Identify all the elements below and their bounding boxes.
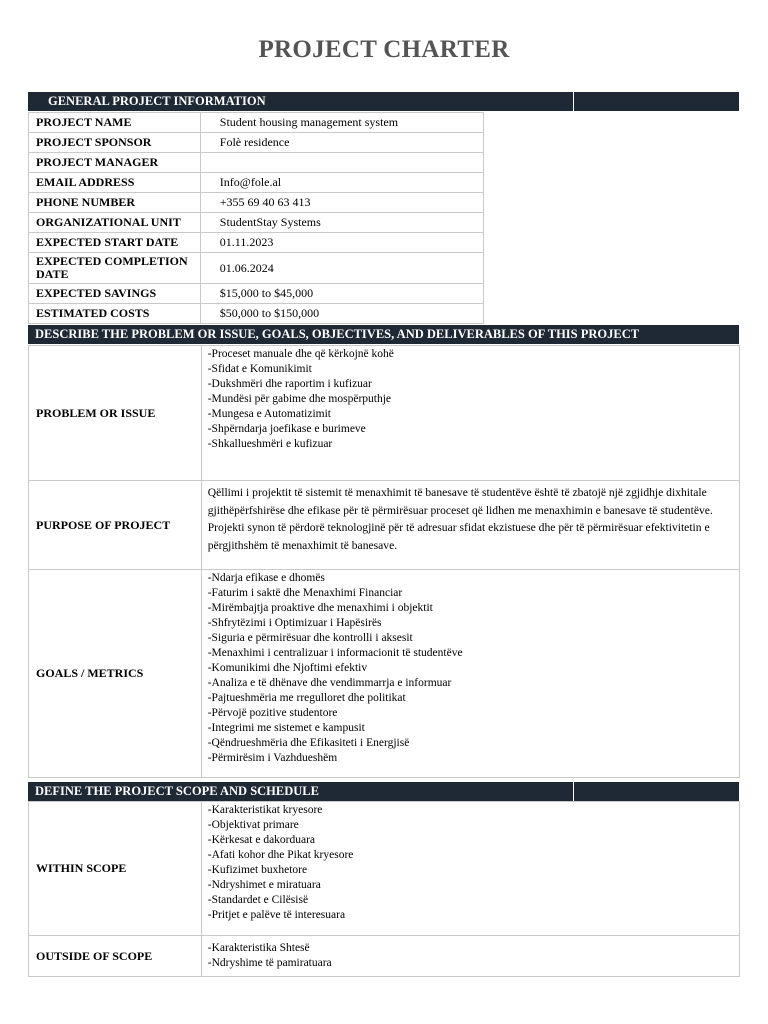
info-label: PROJECT NAME [29, 113, 201, 133]
outside-scope-list [208, 937, 739, 971]
scope-header [28, 782, 739, 801]
info-row [29, 253, 484, 284]
info-value: $15,000 to $45,000 [200, 284, 483, 304]
info-label: EXPECTED START DATE [29, 233, 201, 253]
general-info-table [28, 112, 484, 324]
describe-header [28, 325, 739, 344]
list-item: -Kërkesat e dakorduara [207, 834, 316, 846]
purpose-cell [201, 481, 739, 570]
list-item: -Komunikimi dhe Njoftimi efektiv [207, 662, 368, 674]
describe-table [28, 345, 740, 778]
list-item: -Mungesa e Automatizimit [207, 408, 332, 420]
header-divider [573, 92, 574, 111]
info-row [29, 233, 484, 253]
list-item: -Qëndrueshmëria dhe Efikasiteti i Energjisë [207, 737, 410, 749]
info-row [29, 193, 484, 213]
purpose-text: Qëllimi i projektit të sistemit të menaxhimit të banesave të studentëve është të zbatojë një zgjidhje dixhitale gjithëpërfshirëse dhe efikase për të përmirësuar proceset që lidhen me menaxhimin e banesave të studentëve. Projekti synon të përdorë teknologjinë për të adresuar sfidat ekzistuese dhe për të përmirësuar efektivitetin e përgjithshëm të menaxhimit të banesave. [207, 486, 713, 552]
info-row [29, 133, 484, 153]
outside-scope-row [29, 936, 740, 977]
list-item: -Karakteristika Shtesë [207, 942, 310, 954]
goals-label: GOALS / METRICS [29, 570, 202, 778]
within-scope-cell [201, 802, 739, 936]
general-info-header-label: GENERAL PROJECT INFORMATION [48, 94, 266, 108]
problem-row [29, 346, 740, 481]
list-item: -Ndarja efikase e dhomës [207, 572, 325, 584]
list-item: -Ndryshimet e miratuara [207, 879, 321, 891]
info-label: ORGANIZATIONAL UNIT [29, 213, 201, 233]
list-item: -Siguria e përmirësuar dhe kontrolli i aksesit [207, 632, 413, 644]
info-value: Folè residence [200, 133, 483, 153]
info-value: $50,000 to $150,000 [200, 304, 483, 324]
list-item: -Sfidat e Komunikimit [207, 363, 312, 375]
info-value: Student housing management system [200, 113, 483, 133]
scope-header-label: DEFINE THE PROJECT SCOPE AND SCHEDULE [35, 784, 319, 798]
list-item: -Analiza e të dhënave dhe vendimmarrja e informuar [207, 677, 452, 689]
info-label: EMAIL ADDRESS [29, 173, 201, 193]
list-item: -Faturim i saktë dhe Menaxhimi Financiar [207, 587, 403, 599]
list-item: -Kufizimet buxhetore [207, 864, 308, 876]
info-label: EXPECTED SAVINGS [29, 284, 201, 304]
info-row [29, 113, 484, 133]
info-row [29, 284, 484, 304]
problem-label: PROBLEM OR ISSUE [29, 346, 202, 481]
info-row [29, 213, 484, 233]
info-row [29, 173, 484, 193]
within-scope-list [208, 803, 739, 923]
general-info-header [28, 92, 739, 111]
list-item: -Ndryshime të pamiratuara [207, 957, 332, 969]
info-row [29, 153, 484, 173]
list-item: -Shfrytëzimi i Optimizuar i Hapësirës [207, 617, 382, 629]
list-item: -Pritjet e palëve të interesuara [207, 909, 346, 921]
scope-table [28, 801, 740, 977]
info-row [29, 304, 484, 324]
list-item: -Proceset manuale dhe që kërkojnë kohë [207, 348, 394, 360]
list-item: -Menaxhimi i centralizuar i informacionit të studentëve [207, 647, 463, 659]
info-label: ESTIMATED COSTS [29, 304, 201, 324]
describe-header-label: DESCRIBE THE PROBLEM OR ISSUE, GOALS, OBJECTIVES, AND DELIVERABLES OF THIS PROJECT [35, 327, 640, 341]
header-divider [573, 782, 574, 801]
within-scope-label: WITHIN SCOPE [29, 802, 202, 936]
info-value: StudentStay Systems [200, 213, 483, 233]
list-item: -Shpërndarja joefikase e burimeve [207, 423, 366, 435]
goals-list [208, 571, 739, 766]
outside-scope-cell [201, 936, 739, 977]
outside-scope-label: OUTSIDE OF SCOPE [29, 936, 202, 977]
info-value: 01.11.2023 [200, 233, 483, 253]
list-item: -Karakteristikat kryesore [207, 804, 323, 816]
info-label: EXPECTED COMPLETION DATE [29, 253, 201, 284]
info-value: +355 69 40 63 413 [200, 193, 483, 213]
info-value: Info@fole.al [200, 173, 483, 193]
list-item: -Mirëmbajtja proaktive dhe menaxhimi i objektit [207, 602, 433, 614]
problem-cell [201, 346, 739, 481]
list-item: -Integrimi me sistemet e kampusit [207, 722, 365, 734]
list-item: -Objektivat primare [207, 819, 299, 831]
list-item: -Përmirësim i Vazhdueshëm [207, 752, 338, 764]
info-label: PROJECT MANAGER [29, 153, 201, 173]
list-item: -Përvojë pozitive studentore [207, 707, 338, 719]
purpose-row [29, 481, 740, 570]
list-item: -Shkallueshmëri e kufizuar [207, 438, 333, 450]
page-title: PROJECT CHARTER [258, 36, 510, 63]
info-value [200, 153, 483, 173]
list-item: -Afati kohor dhe Pikat kryesore [207, 849, 354, 861]
goals-cell [201, 570, 739, 778]
list-item: -Mundësi për gabime dhe mospërputhje [207, 393, 392, 405]
problem-list [208, 347, 739, 452]
list-item: -Standardet e Cilësisë [207, 894, 309, 906]
info-label: PROJECT SPONSOR [29, 133, 201, 153]
list-item: -Pajtueshmëria me rregulloret dhe politikat [207, 692, 406, 704]
purpose-label: PURPOSE OF PROJECT [29, 481, 202, 570]
within-scope-row [29, 802, 740, 936]
info-label: PHONE NUMBER [29, 193, 201, 213]
list-item: -Dukshmëri dhe raportim i kufizuar [207, 378, 372, 390]
goals-row [29, 570, 740, 778]
info-value: 01.06.2024 [200, 253, 483, 284]
